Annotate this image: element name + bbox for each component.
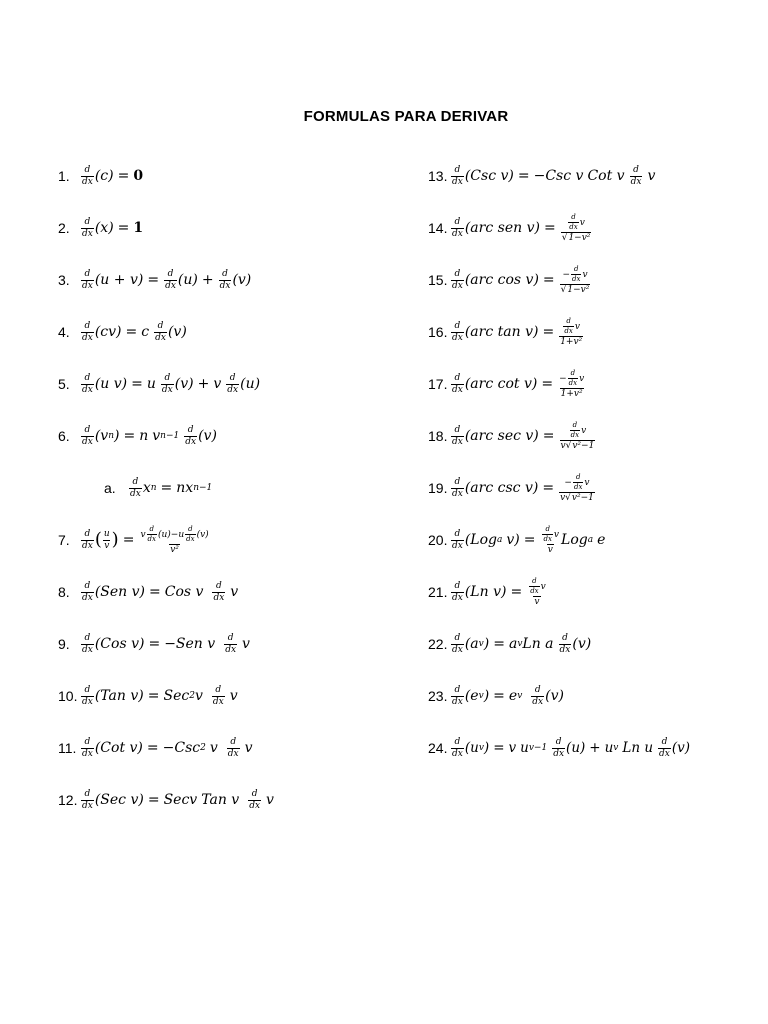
formula-number: 4. — [58, 324, 70, 340]
formula-16 — [428, 306, 768, 358]
formula-expression: $\frac{d}{dx}$ (Log a v) = $\frac{d}{dx}$ v v Log a e — [452, 524, 606, 555]
formula-number: 22. — [428, 636, 448, 652]
formula-expression: $\frac{d}{dx}$ (Tan v) = Sec 2 v $\frac{d}{dx}$ v — [82, 684, 238, 707]
formula-expression: $\frac{d}{dx}$ x n = nx n−1 — [130, 476, 213, 499]
formula-18 — [428, 410, 768, 462]
formula-3 — [58, 254, 398, 306]
formula-expression: $\frac{d}{dx}$ (x) = 1 — [82, 216, 144, 239]
formula-2 — [58, 202, 398, 254]
formula-number: 14. — [428, 220, 448, 236]
formula-number: 6. — [58, 428, 70, 444]
formula-expression: $\frac{d}{dx}$ (arc csc v) = − $\frac{d}{dx}$ v v√v²−1 — [452, 472, 594, 503]
formula-number: 10. — [58, 688, 78, 704]
formula-number: 5. — [58, 376, 70, 392]
formula-6a — [58, 462, 398, 514]
formula-expression: $\frac{d}{dx}$ (arc cos v) = − $\frac{d}{dx}$ v √1−v² — [452, 264, 590, 295]
formula-expression: $\frac{d}{dx}$ (u + v) = $\frac{d}{dx}$ (u) + $\frac{d}{dx}$ (v) — [82, 268, 252, 291]
formula-20 — [428, 514, 768, 566]
formula-8 — [58, 566, 398, 618]
formula-number: 9. — [58, 636, 70, 652]
formula-expression: $\frac{d}{dx}$ (a v ) = a v Ln a $\frac{d}{dx}$ (v) — [452, 632, 592, 655]
formula-number: 19. — [428, 480, 448, 496]
formula-expression: $\frac{d}{dx}$ (Cos v) = − Sen v $\frac{d}{dx}$ v — [82, 632, 250, 655]
formula-1 — [58, 150, 398, 202]
formula-4 — [58, 306, 398, 358]
formula-expression: $\frac{d}{dx}$ (e v ) = e v $\frac{d}{dx}$ (v) — [452, 684, 564, 707]
formula-expression: $\frac{d}{dx}$ (u v) = u $\frac{d}{dx}$ (v) + v $\frac{d}{dx}$ (u) — [82, 372, 261, 395]
formula-expression: $\frac{d}{dx}$ (arc sen v) = $\frac{d}{dx}$ v √1−v² — [452, 212, 591, 243]
formula-expression: $\frac{d}{dx}$ (Sen v) = Cos v $\frac{d}{dx}$ v — [82, 580, 239, 603]
formula-10 — [58, 670, 398, 722]
formula-19 — [428, 462, 768, 514]
formula-number: 13. — [428, 168, 448, 184]
formula-22 — [428, 618, 768, 670]
formula-expression: $\frac{d}{dx}$ (arc sec v) = $\frac{d}{dx}$ v v√v²−1 — [452, 420, 595, 451]
formula-number: 24. — [428, 740, 448, 756]
formula-number: 20. — [428, 532, 448, 548]
formula-number: a. — [104, 480, 116, 496]
formula-7 — [58, 514, 398, 566]
formula-number: 21. — [428, 584, 448, 600]
formula-11 — [58, 722, 398, 774]
formula-5 — [58, 358, 398, 410]
formula-expression: $\frac{d}{dx}$ (v n ) = n v n−1 $\frac{d}{dx}$ (v) — [82, 424, 217, 447]
formula-number: 1. — [58, 168, 70, 184]
formula-17 — [428, 358, 768, 410]
formula-expression: $\frac{d}{dx}$ (Csc v) = − Csc v Cot v $\frac{d}{dx}$ v — [452, 164, 656, 187]
formula-13 — [428, 150, 768, 202]
formula-number: 12. — [58, 792, 78, 808]
formula-6 — [58, 410, 398, 462]
formula-expression: $\frac{d}{dx}$ ( $\frac{u}{v}$ ) = v $\frac{d}{dx}$ (u)−u $\frac{d}{dx}$ (v) v² — [82, 524, 209, 555]
formula-expression: $\frac{d}{dx}$ (arc cot v) = − $\frac{d}{dx}$ v 1+v² — [452, 368, 585, 399]
formula-number: 8. — [58, 584, 70, 600]
formula-number: 11. — [58, 740, 77, 756]
formula-expression: $\frac{d}{dx}$ (Sec v) = Secv Tan v $\frac{d}{dx}$ v — [82, 788, 274, 811]
formula-number: 7. — [58, 532, 70, 548]
formula-number: 16. — [428, 324, 448, 340]
formula-expression: $\frac{d}{dx}$ (u v ) = v u v−1 $\frac{d}{dx}$ (u) + u v Ln u $\frac{d}{dx}$ (v) — [452, 736, 691, 759]
formula-number: 17. — [428, 376, 448, 392]
formula-15 — [428, 254, 768, 306]
formula-number: 2. — [58, 220, 70, 236]
page-title: FORMULAS PARA DERIVAR — [303, 108, 509, 125]
formula-expression: $\frac{d}{dx}$ (arc tan v) = $\frac{d}{dx}$ v 1+v² — [452, 316, 583, 347]
formula-expression: $\frac{d}{dx}$ (Ln v) = $\frac{d}{dx}$ v v — [452, 576, 546, 607]
formula-number: 18. — [428, 428, 448, 444]
formula-21 — [428, 566, 768, 618]
formula-expression: $\frac{d}{dx}$ (c) = 0 — [82, 164, 144, 187]
formula-12 — [58, 774, 398, 826]
formula-14 — [428, 202, 768, 254]
formula-9 — [58, 618, 398, 670]
formula-number: 15. — [428, 272, 448, 288]
formula-number: 23. — [428, 688, 448, 704]
formula-23 — [428, 670, 768, 722]
formula-expression: $\frac{d}{dx}$ (Cot v) = − Csc 2 v $\frac{d}{dx}$ v — [82, 736, 253, 759]
formula-24 — [428, 722, 768, 774]
formula-number: 3. — [58, 272, 70, 288]
formula-expression: $\frac{d}{dx}$ (cv) = c $\frac{d}{dx}$ (v) — [82, 320, 187, 343]
